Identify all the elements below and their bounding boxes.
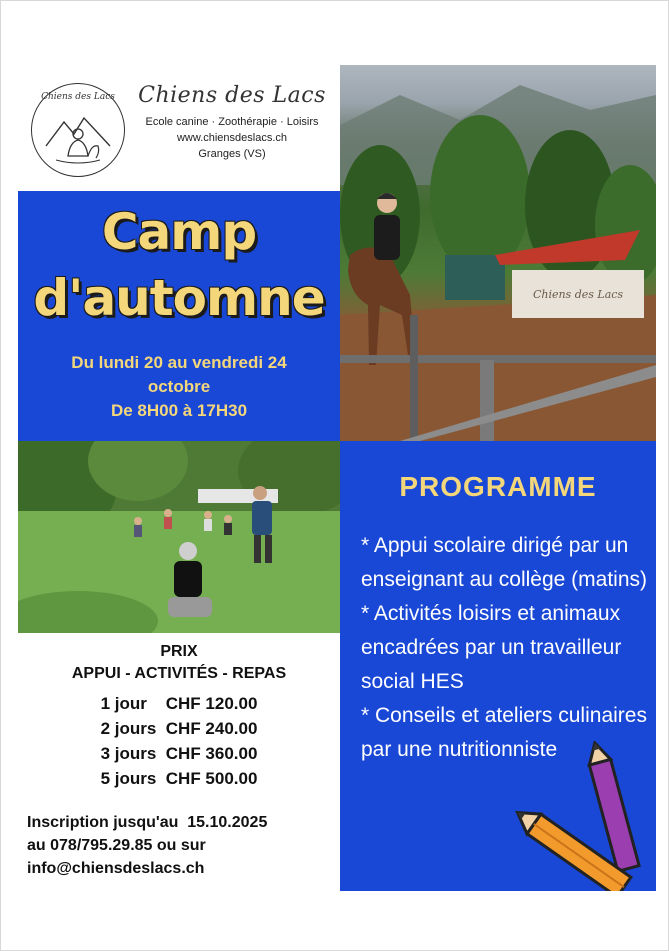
group-outdoor-photo	[18, 441, 340, 633]
logo-circle-text: Chiens des Lacs	[41, 92, 115, 102]
programme-item: * Activités loisirs et animaux encadrées par un travailleur social HES	[361, 602, 622, 693]
brand-tagline: Ecole canine · Zoothérapie · Loisirs	[145, 116, 319, 128]
logo-emblem	[31, 83, 125, 177]
inscription-phone[interactable]: au 078/795.29.85 ou sur	[27, 837, 206, 854]
programme-box	[340, 441, 656, 891]
camp-dates	[18, 351, 340, 423]
programme-item: * Conseils et ateliers culinaires par une nutritionniste	[361, 704, 647, 761]
inscription-email[interactable]: info@chiensdeslacs.ch	[27, 860, 205, 877]
hours-text: De 8H00 à 17H30	[110, 401, 248, 420]
horse-riding-photo	[340, 65, 656, 441]
programme-list	[361, 529, 651, 767]
price-row: 1 jour CHF 120.00	[100, 694, 258, 713]
prices-heading: PRIX	[160, 643, 198, 660]
brand-location: Granges (VS)	[198, 148, 266, 160]
brand-block	[137, 83, 327, 162]
banner-text: Chiens des Lacs	[532, 288, 624, 301]
brand-website[interactable]: www.chiensdeslacs.ch	[176, 132, 288, 144]
title-line-2: d'automne	[33, 269, 325, 327]
inscription-block	[27, 811, 327, 880]
programme-item: * Appui scolaire dirigé par un enseignant au collège (matins)	[361, 534, 648, 591]
mountain-dog-icon	[32, 84, 124, 176]
title-line-1: Camp	[101, 203, 257, 261]
brand-name: Chiens des Lacs	[138, 83, 326, 108]
dates-text: Du lundi 20 au vendredi 24 octobre	[71, 353, 287, 396]
price-row: 2 jours CHF 240.00	[100, 719, 258, 738]
price-row: 3 jours CHF 360.00	[100, 744, 258, 763]
prices-subheading: APPUI - ACTIVITÉS - REPAS	[71, 665, 287, 682]
camp-title-box	[18, 191, 340, 441]
price-row: 5 jours CHF 500.00	[100, 769, 258, 788]
pencils-icon	[506, 741, 656, 891]
prices-block	[18, 641, 340, 791]
programme-title: PROGRAMME	[399, 471, 597, 502]
inscription-deadline: Inscription jusqu'au 15.10.2025	[27, 814, 268, 831]
